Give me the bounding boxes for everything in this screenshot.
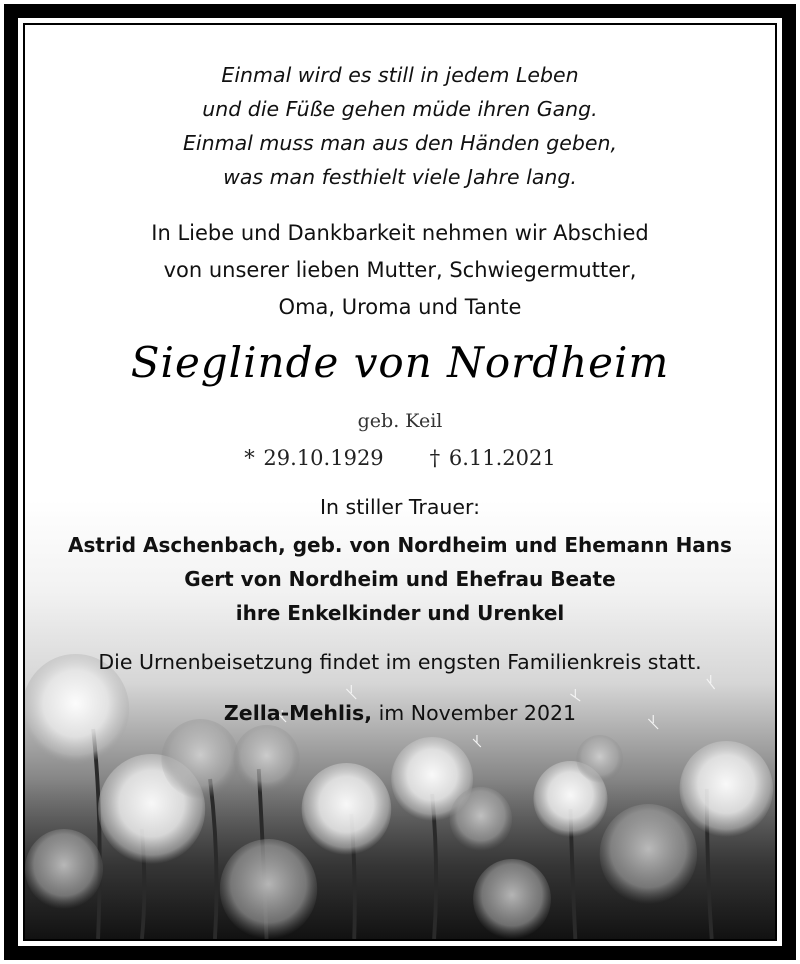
death-date: † 6.11.2021 [429, 446, 556, 470]
notice-frame [4, 4, 796, 960]
closing-date: im November 2021 [378, 701, 577, 725]
burial-note: Die Urnenbeisetzung findet im engsten Familienkreis statt. [98, 650, 702, 674]
place-date [25, 701, 775, 725]
poem-line: was man festhielt viele Jahre lang. [223, 165, 577, 189]
deceased-name: Sieglinde von Nordheim [130, 338, 670, 387]
mourner-line: Astrid Aschenbach, geb. von Nordheim und Ehemann Hans [68, 533, 732, 557]
poem [25, 58, 775, 194]
farewell-intro [25, 215, 775, 326]
intro-line: von unserer lieben Mutter, Schwiegermutter, [163, 258, 637, 282]
intro-line: In Liebe und Dankbarkeit nehmen wir Abschied [151, 221, 649, 245]
life-dates [25, 446, 775, 470]
intro-line: Oma, Uroma und Tante [278, 295, 522, 319]
mourner-line: ihre Enkelkinder und Urenkel [235, 601, 565, 625]
mourner-line: Gert von Nordheim und Ehefrau Beate [184, 567, 616, 591]
mourners-list [25, 528, 775, 630]
place: Zella-Mehlis, [223, 701, 373, 725]
notice-inner-border [23, 23, 777, 941]
poem-line: Einmal muss man aus den Händen geben, [182, 131, 617, 155]
birth-date: * 29.10.1929 [244, 446, 384, 470]
poem-line: und die Füße gehen müde ihren Gang. [202, 97, 598, 121]
mourners-heading: In stiller Trauer: [320, 495, 480, 519]
poem-line: Einmal wird es still in jedem Leben [221, 63, 579, 87]
birth-name: geb. Keil [357, 410, 443, 432]
